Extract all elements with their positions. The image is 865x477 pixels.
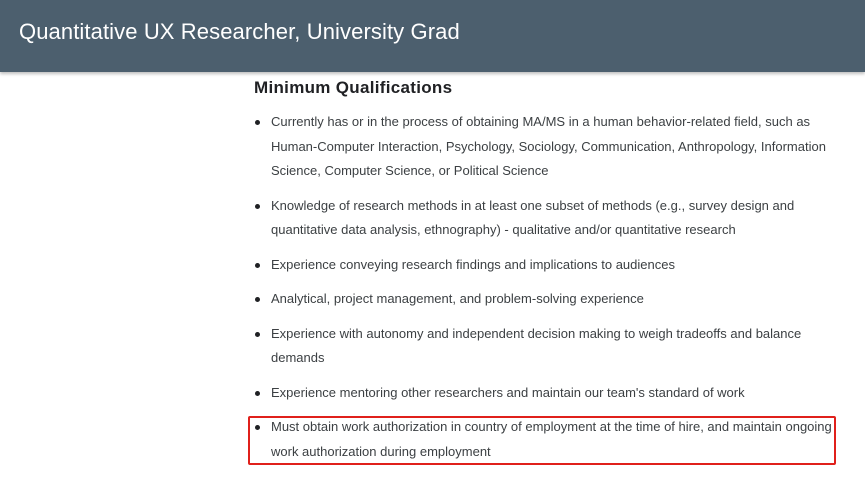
bullet-icon [255,120,260,125]
list-item-text: Analytical, project management, and problem-solving experience [271,291,644,306]
bullet-icon [255,263,260,268]
list-item-text: Experience with autonomy and independent decision making to weigh tradeoffs and balance demands [271,325,802,365]
section-heading: Minimum Qualifications [254,78,453,97]
list-item [254,322,844,371]
list-item [254,381,844,406]
list-item [254,253,844,278]
job-title: Quantitative UX Researcher, University Grad [19,19,460,44]
bullet-icon [255,425,260,430]
page-header [0,0,865,72]
bullet-icon [255,297,260,302]
bullet-icon [255,204,260,209]
bullet-icon [255,332,260,337]
list-item [254,110,844,184]
list-item-text: Knowledge of research methods in at least one subset of methods (e.g., survey design and quantitative data analysis, ethnography) - qualitative and/or quantitative research [271,197,795,237]
list-item-text: Must obtain work authorization in country of employment at the time of hire, and maintain ongoing work authorization during employment [271,419,832,459]
list-item [254,287,844,312]
bullet-icon [255,391,260,396]
list-item [254,415,844,464]
list-item-text: Currently has or in the process of obtaining MA/MS in a human behavior-related field, such as Human-Computer Interaction, Psychology, Sociology, Communication, Anthropology, Information Science, Computer Science, or Political Science [271,114,826,178]
list-item-text: Experience conveying research findings and implications to audiences [271,256,675,272]
list-item [254,194,844,243]
list-item-text: Experience mentoring other researchers and maintain our team's standard of work [271,384,745,400]
qualifications-list [254,110,844,474]
